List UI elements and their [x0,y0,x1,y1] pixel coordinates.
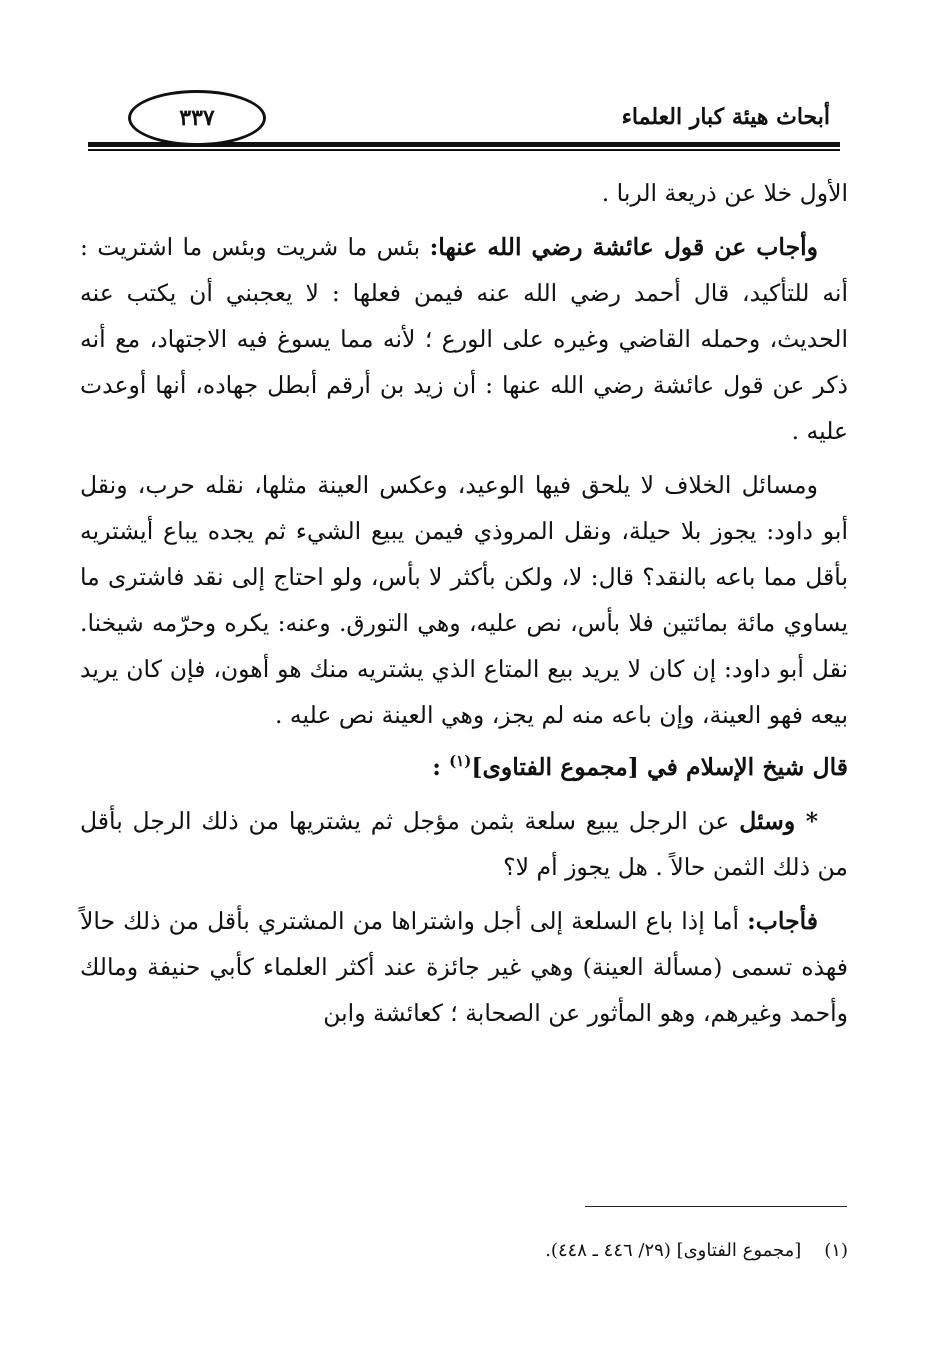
paragraph-1-lead: وأجاب عن قول عائشة رضي الله عنها: [429,233,818,261]
answer-lead: فأجاب: [747,906,818,935]
paragraph-continuation: الأول خلا عن ذريعة الربا . [601,179,848,207]
footnote-separator [585,1206,847,1207]
question-lead: * وسئل [739,806,819,835]
footnote-reference: (١) [449,752,472,770]
header-rule-thin [88,149,840,151]
paragraph-1-text: بئس ما شريت وبئس ما اشتريت : أنه للتأكيد، قال أحمد رضي الله عنه فيمن فعلها : لا يعجبني أن يكتب عنه الحديث، وحمله القاضي وغيره على الورع ؛ لأنه مما يسوغ فيه الاجتهاد، مع أنه ذكر عن قول عائشة رضي الله عنها : أن زيد بن أرقم أبطل جهاده، أنها أوعدت عليه . [80,233,848,445]
paragraph-1 [80,224,848,454]
body-text [80,170,848,1036]
question-paragraph [80,798,848,890]
answer-paragraph [80,898,848,1036]
page-header [88,90,840,150]
answer-text: أما إذا باع السلعة إلى أجل واشتراها من المشتري بأقل من ذلك حالاً فهذه تسمى (مسألة العينة) وهي غير جائزة عند أكثر العلماء كأبي حنيفة ومالك وأحمد وغيرهم، وهو المأثور عن الصحابة ؛ كعائشة وابن [80,906,848,1027]
paragraph-2: ومسائل الخلاف لا يلحق فيها الوعيد، وعكس العينة مثلها، نقله حرب، ونقل أبو داود: يجوز بلا حيلة، ونقل المروذي فيمن يبيع الشيء ثم يجده يباع أيشتريه بأقل مما باعه بالنقد؟ قال: لا، ولكن بأكثر لا بأس، ولو احتاج إلى نقد فاشترى ما يساوي مائة بمائتين فلا بأس، نص عليه، وهي التورق. وعنه: يكره وحرّمه شيخنا. نقل أبو داود: إن كان لا يريد بيع المتاع الذي يشتريه منك هو أهون، فإن كان يريد بيعه فهو العينة، وإن باعه منه لم يجز، وهي العينة نص عليه . [80,471,849,729]
section-heading-tail: : [432,752,450,781]
footnote-text: [مجموع الفتاوى] (٢٩/ ٤٤٦ ـ ٤٤٨). [545,1240,802,1261]
book-title: أبحاث هيئة كبار العلماء [621,104,830,130]
page-number: ٣٣٧ [128,90,266,146]
section-heading [80,738,848,790]
footnote-number: (١) [824,1240,848,1261]
footnote [380,1236,848,1266]
section-heading-text: قال شيخ الإسلام في [مجموع الفتاوى] [471,752,848,781]
question-text: عن الرجل يبيع سلعة بثمن مؤجل ثم يشتريها من ذلك الرجل بأقل من ذلك الثمن حالاً . هل يجوز أم لا؟ [80,806,848,881]
